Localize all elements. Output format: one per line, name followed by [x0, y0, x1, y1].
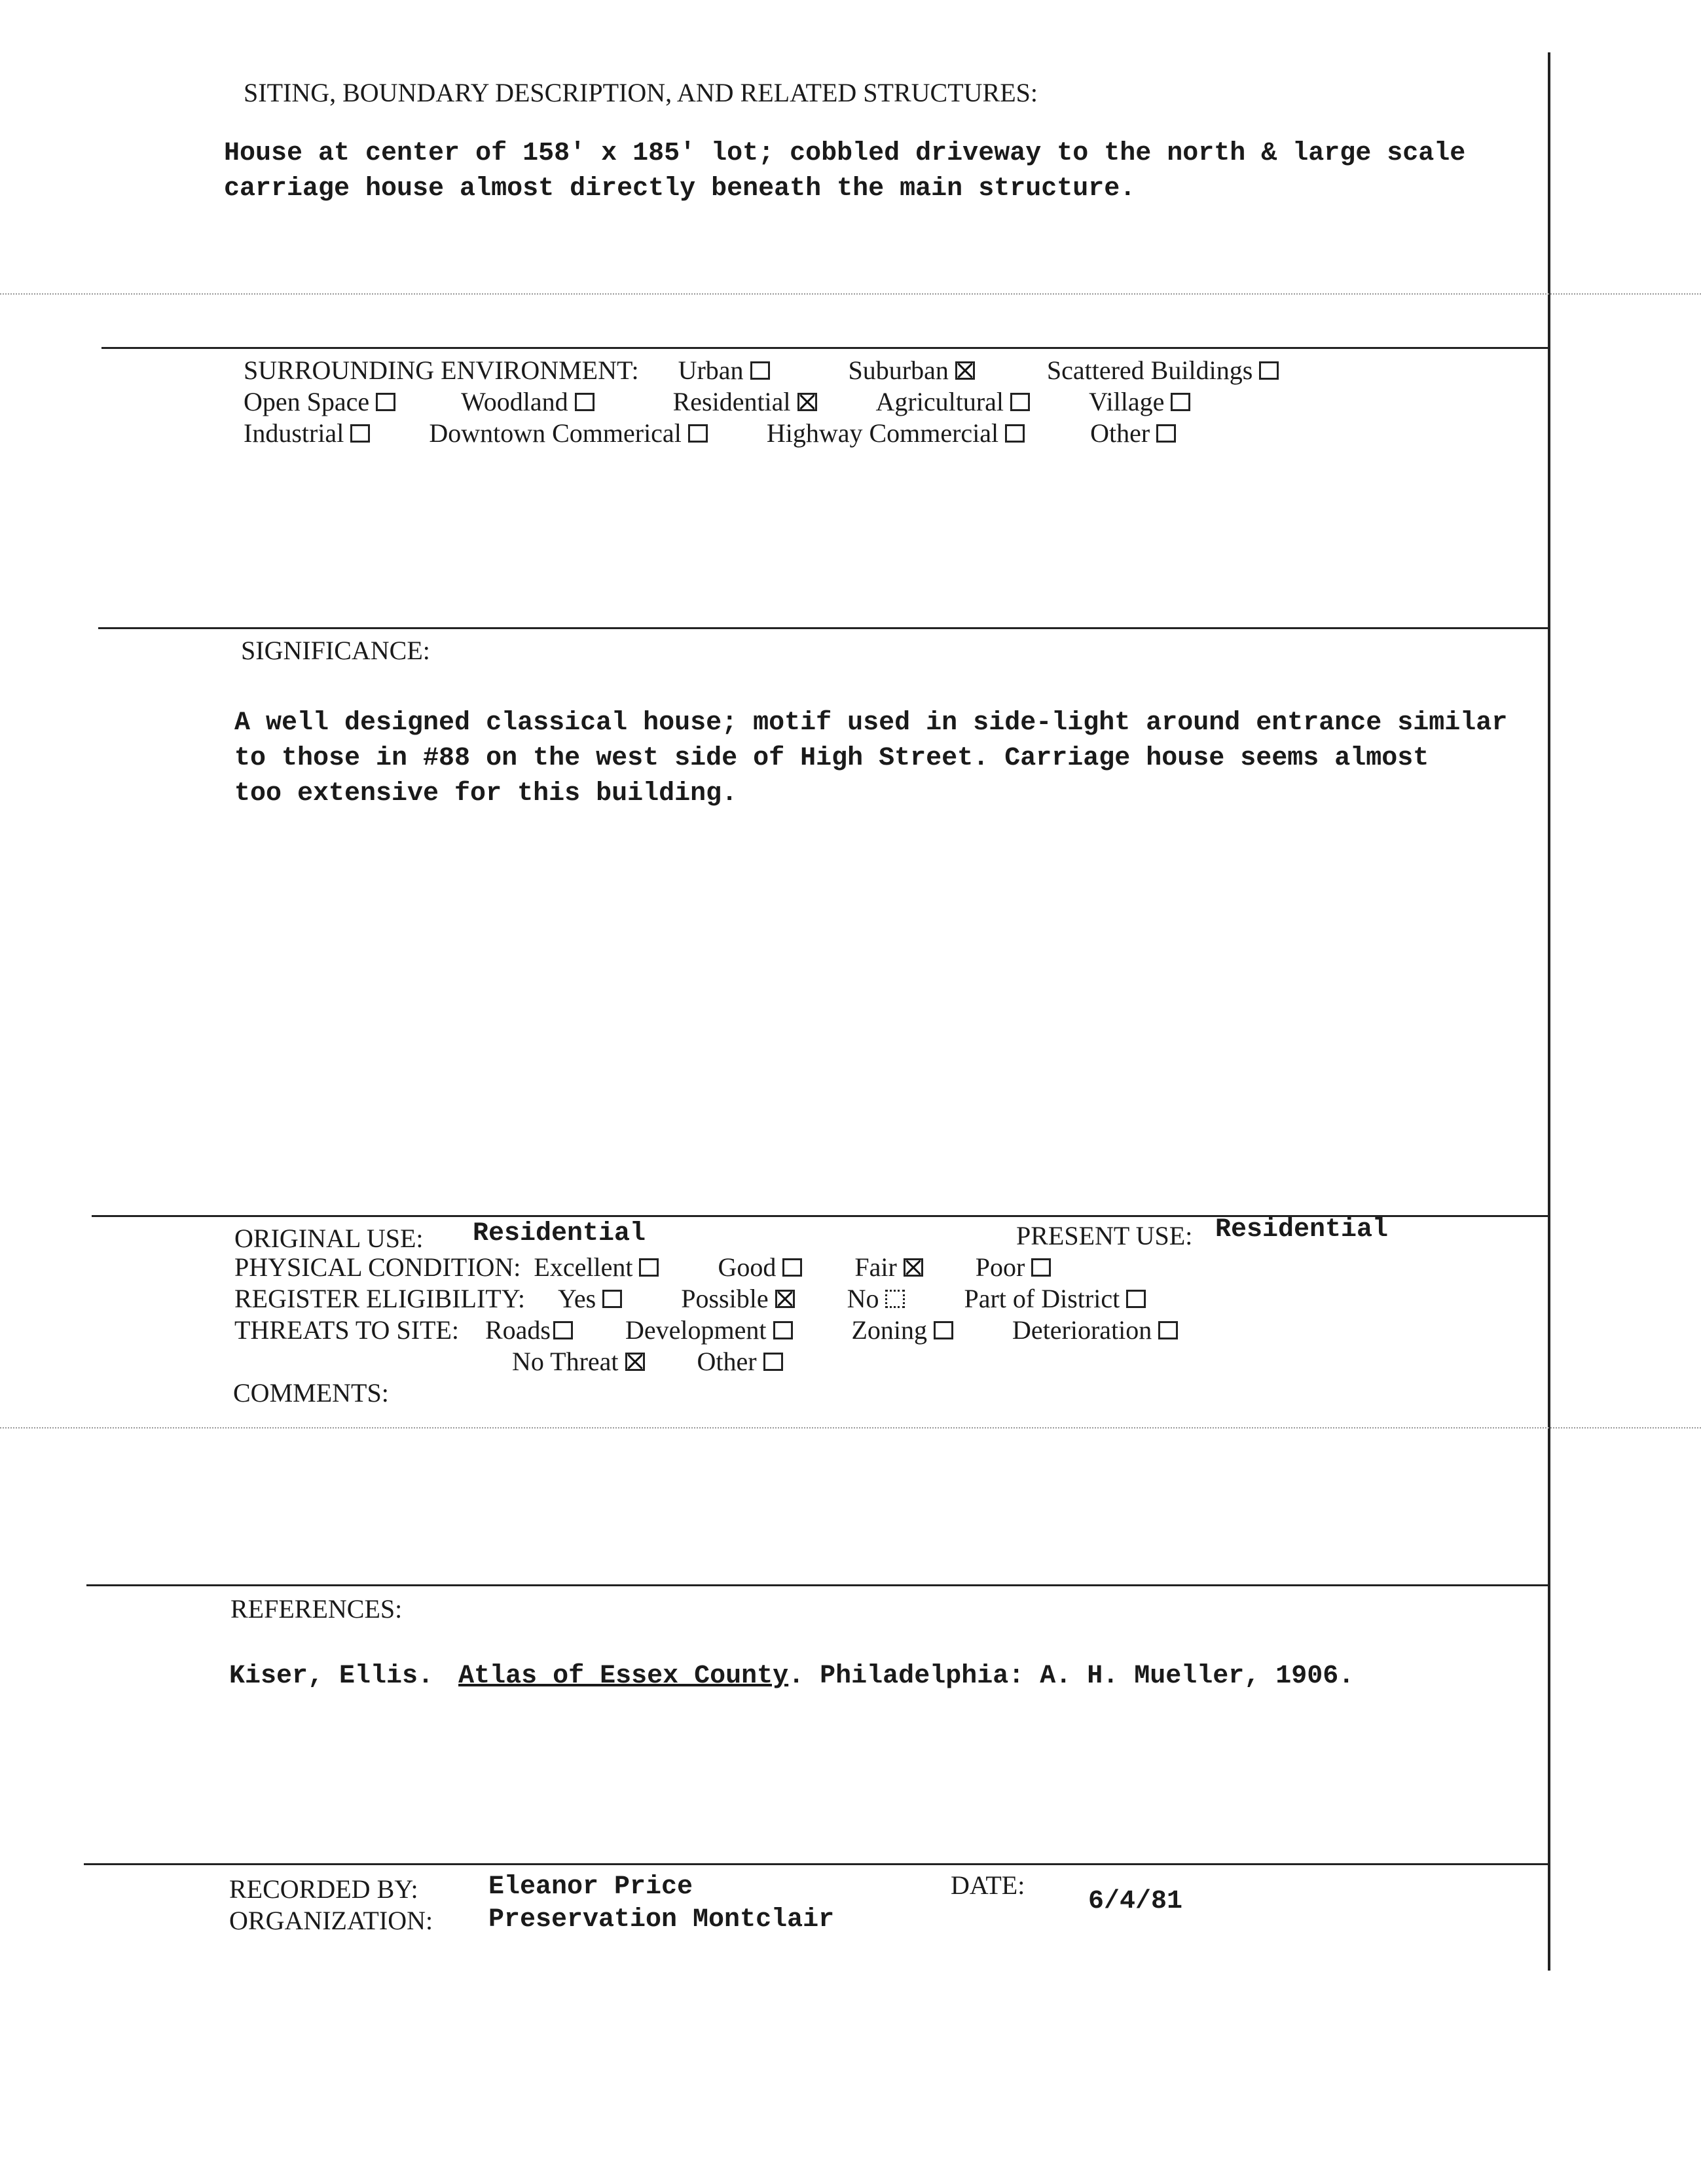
checkbox[interactable] — [1259, 361, 1279, 380]
significance-line-3: too extensive for this building. — [234, 779, 738, 809]
siting-label: SITING, BOUNDARY DESCRIPTION, AND RELATED STRUCTURES: — [244, 78, 1038, 107]
eligibility-row — [234, 1283, 1192, 1315]
significance-line-2: to those in #88 on the west side of High Street. Carriage house seems almost — [234, 744, 1429, 773]
organization-label: ORGANIZATION: — [229, 1906, 433, 1935]
env-option-scattered[interactable]: Scattered Buildings — [1047, 355, 1279, 386]
env-option-woodland[interactable]: Woodland — [461, 386, 594, 418]
checkbox-checked[interactable] — [904, 1258, 923, 1277]
condition-fair[interactable]: Fair — [854, 1252, 923, 1283]
threat-other[interactable]: Other — [697, 1346, 783, 1377]
env-option-downtown[interactable]: Downtown Commerical — [429, 418, 708, 449]
divider-5 — [84, 1863, 1550, 1865]
condition-label: PHYSICAL CONDITION: — [234, 1252, 521, 1282]
checkbox-checked[interactable] — [625, 1353, 645, 1371]
condition-good[interactable]: Good — [718, 1252, 802, 1283]
environment-row-1 — [244, 355, 1325, 386]
reference-author: Kiser, Ellis. — [229, 1662, 434, 1691]
threat-no-threat[interactable]: No Threat — [512, 1346, 645, 1377]
checkbox[interactable] — [1158, 1321, 1178, 1339]
eligibility-label: REGISTER ELIGIBILITY: — [234, 1284, 526, 1313]
date-label: DATE: — [951, 1870, 1025, 1900]
condition-excellent[interactable]: Excellent — [534, 1252, 659, 1283]
checkbox[interactable] — [602, 1290, 622, 1308]
eligibility-no[interactable]: No — [847, 1283, 905, 1315]
eligibility-possible[interactable]: Possible — [681, 1283, 794, 1315]
significance-text — [234, 706, 1507, 812]
env-option-village[interactable]: Village — [1089, 386, 1190, 418]
threats-row-2 — [512, 1346, 829, 1377]
threats-row-1 — [234, 1315, 1224, 1346]
significance-line-1: A well designed classical house; motif used in side-light around entrance similar — [234, 708, 1508, 738]
scan-dotted-line-1 — [0, 293, 1701, 295]
threat-roads[interactable]: Roads — [485, 1315, 573, 1346]
checkbox[interactable] — [1010, 393, 1030, 411]
env-option-other[interactable]: Other — [1090, 418, 1176, 449]
env-option-agricultural[interactable]: Agricultural — [876, 386, 1031, 418]
checkbox-checked[interactable] — [775, 1290, 795, 1308]
env-option-residential[interactable]: Residential — [673, 386, 817, 418]
checkbox[interactable] — [1031, 1258, 1051, 1277]
environment-row-3 — [244, 418, 1222, 449]
checkbox[interactable] — [885, 1290, 905, 1308]
environment-row-2 — [244, 386, 1236, 418]
scan-dotted-line-2 — [0, 1427, 1701, 1429]
present-use-label: PRESENT USE: — [1016, 1221, 1193, 1250]
references-label: REFERENCES: — [230, 1594, 403, 1624]
present-use-value: Residential — [1215, 1215, 1389, 1245]
checkbox[interactable] — [782, 1258, 802, 1277]
eligibility-part-of-district[interactable]: Part of District — [964, 1283, 1146, 1315]
checkbox[interactable] — [1126, 1290, 1146, 1308]
checkbox[interactable] — [688, 424, 708, 443]
divider-4 — [86, 1584, 1550, 1586]
condition-row — [234, 1252, 1097, 1283]
checkbox[interactable] — [1171, 393, 1190, 411]
checkbox[interactable] — [575, 393, 594, 411]
siting-line-1: House at center of 158' x 185' lot; cobbled driveway to the north & large scale — [224, 139, 1466, 168]
checkbox[interactable] — [639, 1258, 659, 1277]
right-border — [1548, 52, 1550, 1971]
siting-line-2: carriage house almost directly beneath the main structure. — [224, 174, 1136, 204]
condition-poor[interactable]: Poor — [976, 1252, 1052, 1283]
env-option-highway[interactable]: Highway Commercial — [767, 418, 1025, 449]
checkbox[interactable] — [553, 1321, 573, 1339]
eligibility-yes[interactable]: Yes — [558, 1283, 622, 1315]
checkbox[interactable] — [376, 393, 395, 411]
checkbox[interactable] — [350, 424, 370, 443]
divider-1 — [101, 347, 1550, 349]
checkbox[interactable] — [750, 361, 770, 380]
env-option-urban[interactable]: Urban — [678, 355, 770, 386]
checkbox-checked[interactable] — [955, 361, 975, 380]
checkbox[interactable] — [763, 1353, 783, 1371]
divider-2 — [98, 627, 1550, 629]
organization-value: Preservation Montclair — [488, 1905, 835, 1935]
significance-label: SIGNIFICANCE: — [241, 636, 430, 665]
threats-label: THREATS TO SITE: — [234, 1315, 459, 1345]
environment-label: SURROUNDING ENVIRONMENT: — [244, 355, 639, 385]
env-option-open-space[interactable]: Open Space — [244, 386, 395, 418]
env-option-suburban[interactable]: Suburban — [849, 355, 975, 386]
threat-development[interactable]: Development — [625, 1315, 793, 1346]
recorded-by-label: RECORDED BY: — [229, 1874, 418, 1904]
checkbox[interactable] — [934, 1321, 953, 1339]
threat-zoning[interactable]: Zoning — [852, 1315, 954, 1346]
checkbox-checked[interactable] — [797, 393, 817, 411]
threat-deterioration[interactable]: Deterioration — [1012, 1315, 1178, 1346]
checkbox[interactable] — [1005, 424, 1025, 443]
checkbox[interactable] — [773, 1321, 793, 1339]
date-value: 6/4/81 — [1088, 1887, 1183, 1916]
recorded-by-value: Eleanor Price — [488, 1872, 693, 1902]
reference-title: Atlas of Essex County — [458, 1662, 789, 1691]
env-option-industrial[interactable]: Industrial — [244, 418, 370, 449]
reference-publisher: . Philadelphia: A. H. Mueller, 1906. — [788, 1662, 1355, 1691]
comments-label: COMMENTS: — [233, 1378, 389, 1408]
original-use-label: ORIGINAL USE: — [234, 1224, 424, 1253]
original-use-value: Residential — [473, 1219, 646, 1248]
reference-entry — [229, 1659, 1354, 1694]
siting-text — [224, 136, 1465, 207]
checkbox[interactable] — [1156, 424, 1176, 443]
